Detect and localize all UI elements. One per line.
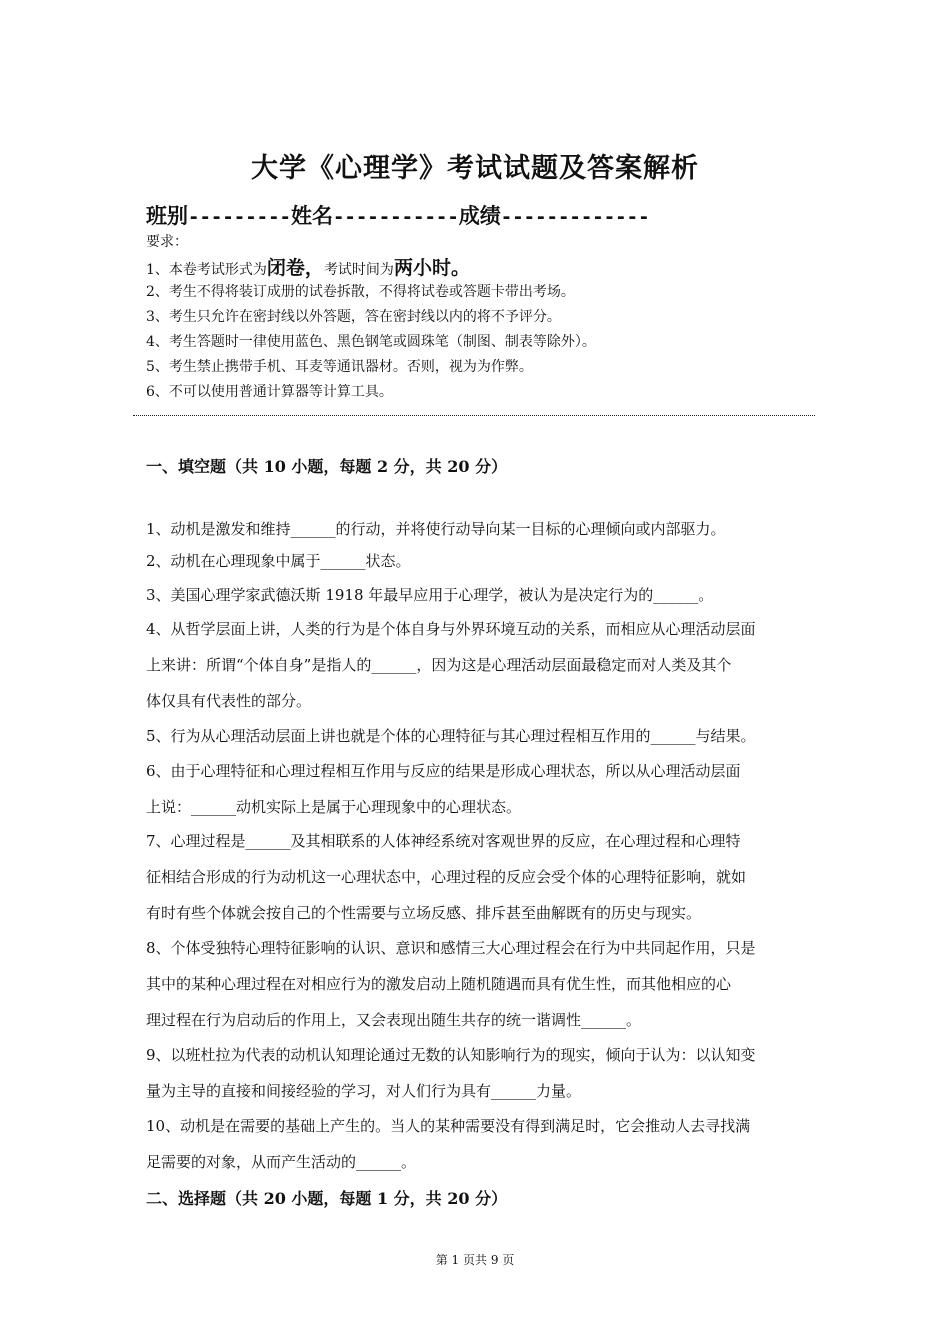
score-label: 成绩 <box>458 203 501 228</box>
question-line: 9、以班杜拉为代表的动机认知理论通过无数的认知影响行为的现实，倾向于认为：以认知变 <box>146 1046 756 1064</box>
requirement-item: 5、考生禁止携带手机、耳麦等通讯器材。否则，视为为作弊。 <box>146 359 533 375</box>
page-footer: 第 1 页共 9 页 <box>435 1253 515 1267</box>
question-line: 上说：______动机实际上是属于心理现象中的心理状态。 <box>146 798 522 816</box>
question-line: 8、个体受独特心理特征影响的认识、意识和感情三大心理过程会在行为中共同起作用，只是 <box>146 939 756 957</box>
class-label: 班别 <box>146 203 188 228</box>
question-line: 7、心理过程是______及其相联系的人体神经系统对客观世界的反应，在心理过程和心理特 <box>146 832 741 850</box>
requirement-1-prefix: 1、本卷考试形式为 <box>146 262 267 278</box>
question-line: 1、动机是激发和维持______的行动，并将使行动导向某一目标的心理倾向或内部驱力。 <box>146 520 726 538</box>
requirements-heading: 要求： <box>146 234 188 250</box>
section-2-title: 二、选择题（共 20 小题，每题 1 分，共 20 分） <box>146 1189 508 1208</box>
question-line: 3、美国心理学家武德沃斯 1918 年最早应用于心理学，被认为是决定行为的______。 <box>146 586 714 604</box>
requirement-item: 2、考生不得将装订成册的试卷拆散，不得将试卷或答题卡带出考场。 <box>146 284 575 300</box>
question-line: 有时有些个体就会按自己的个性需要与立场反感、排斥甚至曲解既有的历史与现实。 <box>146 904 702 922</box>
question-line: 体仅具有代表性的部分。 <box>146 692 312 710</box>
question-line: 6、由于心理特征和心理过程相互作用与反应的结果是形成心理状态，所以从心理活动层面 <box>146 762 741 780</box>
requirement-item: 3、考生只允许在密封线以外答题，答在密封线以内的将不予评分。 <box>146 309 561 325</box>
question-line: 其中的某种心理过程在对相应行为的激发启动上随机随遇而具有优生性，而其他相应的心 <box>146 975 732 993</box>
requirement-item <box>146 253 470 280</box>
question-line: 足需要的对象，从而产生活动的______。 <box>146 1153 417 1171</box>
student-info-line <box>146 200 650 230</box>
divider-line <box>133 415 815 416</box>
requirement-item: 6、不可以使用普通计算器等计算工具。 <box>146 384 393 400</box>
question-line: 征相结合形成的行为动机这一心理状态中，心理过程的反应会受个体的心理特征影响，就如 <box>146 868 747 886</box>
question-line: 量为主导的直接和间接经验的学习，对人们行为具有______力量。 <box>146 1082 582 1100</box>
name-blank: ----------- <box>332 206 459 228</box>
question-line: 上来讲：所谓“个体自身”是指人的______，因为这是心理活动层面最稳定而对人类及其个 <box>146 656 732 674</box>
question-line: 理过程在行为启动后的作用上，又会表现出随生共存的统一谐调性______。 <box>146 1011 642 1029</box>
section-1-title: 一、填空题（共 10 小题，每题 2 分，共 20 分） <box>146 457 508 476</box>
question-line: 2、动机在心理现象中属于______状态。 <box>146 552 411 570</box>
score-blank: ------------- <box>500 206 650 228</box>
question-line: 4、从哲学层面上讲，人类的行为是个体自身与外界环境互动的关系，而相应从心理活动层面 <box>146 620 756 638</box>
question-line: 10、动机是在需要的基础上产生的。当人的某种需要没有得到满足时，它会推动人去寻找满 <box>146 1117 751 1135</box>
name-label: 姓名 <box>290 203 333 228</box>
requirement-1-exam-type: 闭卷， <box>266 257 324 279</box>
class-blank: --------- <box>188 206 291 228</box>
requirement-item: 4、考生答题时一律使用蓝色、黑色钢笔或圆珠笔（制图、制表等除外）。 <box>146 334 596 350</box>
page-title: 大学《心理学》考试试题及答案解析 <box>251 153 699 184</box>
requirement-1-duration: 两小时。 <box>393 257 470 279</box>
question-line: 5、行为从心理活动层面上讲也就是个体的心理特征与其心理过程相互作用的______与结果。 <box>146 727 756 745</box>
requirement-1-middle: 考试时间为 <box>323 262 394 278</box>
